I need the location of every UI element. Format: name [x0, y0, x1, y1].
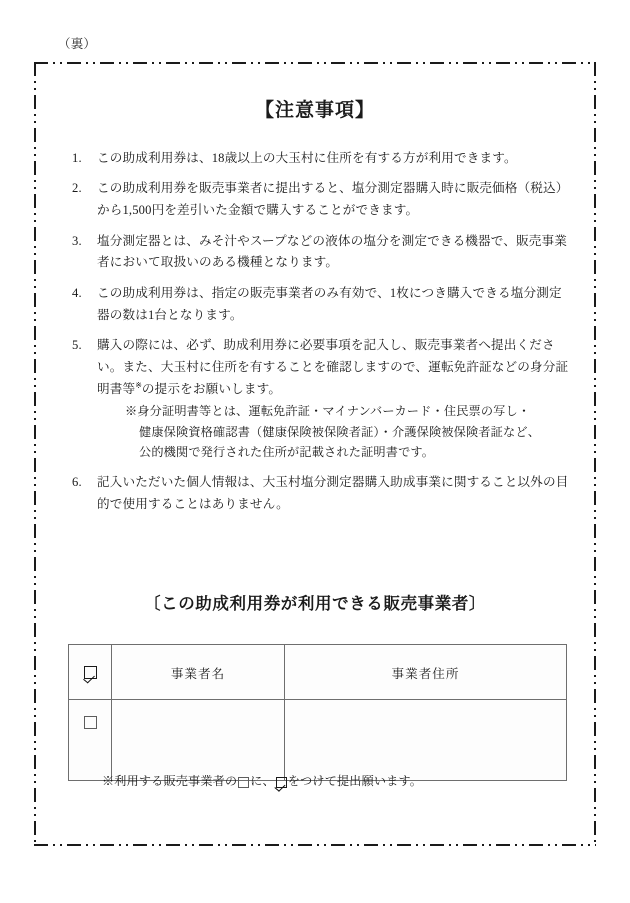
notice-number: 5.	[72, 338, 82, 353]
notice-number: 3.	[72, 233, 82, 248]
notice-text-before-mark: 購入の際には、必ず、助成利用券に必要事項を記入し、販売事業者へ提出ください。また、大玉村に住所を有することを確認しますので、運転免許証などの身分証明書等	[97, 338, 569, 396]
notice-item-3	[34, 231, 596, 274]
notice-content	[34, 62, 596, 846]
page-title: 【注意事項】	[254, 100, 375, 121]
vendor-section-heading: 〔この助成利用券が利用できる販売事業者〕	[144, 594, 486, 613]
notice-number: 1.	[72, 150, 82, 165]
checked-box-icon	[276, 777, 287, 788]
notice-text: この助成利用券を販売事業者に提出すると、塩分測定器購入時に販売価格（税込）から1,500円を差引いた金額で購入することができます。	[97, 181, 569, 218]
table-header-check-cell	[69, 645, 112, 700]
notice-list	[34, 123, 596, 515]
notice-text-after-mark: の提示をお願いします。	[141, 381, 282, 396]
notice-item-5	[34, 335, 596, 462]
vendor-table-footnote	[102, 772, 422, 791]
footnote-tail-text: をつけて提出願います。	[287, 774, 423, 788]
vendor-select-checkbox-cell[interactable]	[69, 700, 112, 781]
notice-text: この助成利用券は、18歳以上の大玉村に住所を有する方が利用できます。	[97, 150, 517, 165]
table-header-row	[69, 645, 567, 700]
notice-text: 記入いただいた個人情報は、大玉村塩分測定器購入助成事業に関すること以外の目的で使用することはありません。	[97, 474, 569, 511]
table-header-name-cell: 事業者名	[112, 645, 285, 700]
notice-number: 4.	[72, 286, 82, 301]
notice-text: この助成利用券は、指定の販売事業者のみ有効で、1枚につき購入できる塩分測定器の数は1台となります。	[97, 286, 562, 322]
page-side-label: （裏）	[58, 37, 97, 51]
subnote-line: ※身分証明書等とは、運転免許証・マイナンバーカード・住民票の写し・	[125, 404, 531, 419]
vendor-address-cell[interactable]	[285, 700, 567, 781]
notice-number: 2.	[72, 181, 82, 196]
notice-text	[97, 335, 570, 400]
vendor-name-cell[interactable]	[112, 700, 285, 781]
reference-mark-icon: ※	[135, 380, 142, 390]
footnote-lead-text: ※利用する販売事業者の	[102, 774, 238, 788]
notice-item-4	[34, 283, 596, 326]
subnote-line: 公的機関で発行された住所が記載された証明書です。	[139, 445, 435, 460]
checked-box-icon	[84, 666, 97, 679]
notice-subnote	[97, 401, 570, 463]
empty-box-icon[interactable]	[84, 716, 97, 729]
notice-text: 塩分測定器とは、みそ汁やスープなどの液体の塩分を測定できる機器で、販売事業者において取扱いのある機種となります。	[97, 233, 568, 270]
empty-box-icon	[238, 777, 249, 788]
notice-item-6	[34, 472, 596, 515]
notice-item-2	[34, 178, 596, 221]
notice-item-1	[34, 148, 596, 170]
table-header-address-cell: 事業者住所	[285, 645, 567, 700]
subnote-line: 健康保険資格確認書（健康保険被保険者証）・介護保険被保険者証など、	[139, 424, 541, 439]
notice-number: 6.	[72, 474, 82, 489]
vendor-table	[68, 644, 567, 781]
footnote-middle-text: に、	[250, 774, 275, 788]
table-row[interactable]	[69, 700, 567, 781]
